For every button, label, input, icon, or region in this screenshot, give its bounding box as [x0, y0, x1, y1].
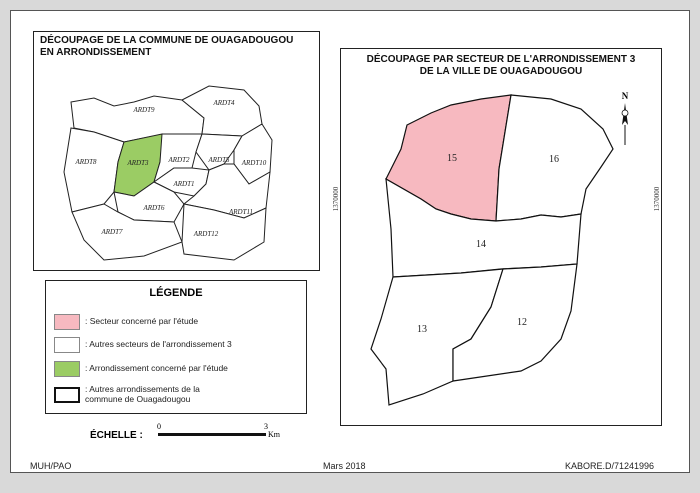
- legend-item-other-arrondissements: [54, 384, 274, 405]
- label-ardt4: ARDT4: [213, 99, 235, 107]
- label-sector-12: 12: [517, 317, 527, 328]
- label-ardt10: ARDT10: [241, 159, 267, 167]
- label-ardt1: ARDT1: [173, 180, 195, 188]
- legend-label: : Arrondissement concerné par l'étude: [85, 363, 228, 373]
- footer-left: MUH/PAO: [30, 461, 72, 471]
- commune-map-title-line2: EN ARRONDISSEMENT: [40, 47, 152, 58]
- legend-item-study-sector: [54, 314, 274, 332]
- label-ardt3: ARDT3: [127, 159, 149, 167]
- legend-item-other-sectors: [54, 337, 274, 355]
- scale-unit: Km: [268, 430, 280, 439]
- label-sector-13: 13: [417, 324, 427, 335]
- legend-label: : Secteur concerné par l'étude: [85, 316, 199, 326]
- legend-title: LÉGENDE: [149, 287, 203, 299]
- legend-swatch-pink: [54, 314, 80, 330]
- commune-map-title-line1: DÉCOUPAGE DE LA COMMUNE DE OUAGADOUGOU: [40, 35, 294, 46]
- scale-bar: [90, 422, 310, 444]
- footer-center: Mars 2018: [323, 461, 366, 471]
- legend-item-study-arrondissement: [54, 361, 274, 379]
- legend-swatch-green: [54, 361, 80, 377]
- label-sector-14: 14: [476, 239, 486, 250]
- coord-right: 1370000: [653, 186, 661, 212]
- coord-left: 1370000: [332, 186, 340, 212]
- commune-map-panel: [33, 31, 320, 271]
- legend-label: : Autres secteurs de l'arrondissement 3: [85, 339, 232, 349]
- north-arrow-icon: [622, 91, 629, 145]
- footer-right: KABORE.D/71241996: [565, 461, 655, 471]
- scale-max: 3: [264, 422, 268, 431]
- label-sector-16: 16: [549, 154, 559, 165]
- sector-map-title-line1: DÉCOUPAGE PAR SECTEUR DE L'ARRONDISSEMENT 3: [366, 54, 636, 65]
- label-ardt9: ARDT9: [133, 106, 155, 114]
- label-ardt7: ARDT7: [101, 228, 123, 236]
- label-ardt11: ARDT11: [229, 208, 253, 216]
- north-label: N: [621, 91, 629, 101]
- scale-label: ÉCHELLE :: [90, 430, 143, 441]
- commune-map: [34, 32, 321, 272]
- label-ardt6: ARDT6: [143, 204, 165, 212]
- legend-label: [85, 384, 200, 404]
- scale-zero: 0: [157, 422, 161, 431]
- legend-label-line1: : Autres arrondissements de la: [85, 384, 200, 394]
- legend-label-line2: commune de Ouagadougou: [85, 394, 191, 404]
- legend-swatch-white-thin: [54, 337, 80, 353]
- label-ardt12: ARDT12: [193, 230, 219, 238]
- label-sector-15: 15: [447, 153, 457, 164]
- label-ardt2: ARDT2: [168, 156, 190, 164]
- legend-panel: [45, 280, 307, 414]
- label-ardt5: ARDT5: [208, 156, 230, 164]
- sector-map-title-line2: DE LA VILLE DE OUAGADOUGOU: [419, 66, 583, 77]
- sector-map-panel: [332, 48, 662, 426]
- sector-map: [332, 49, 663, 427]
- label-ardt8: ARDT8: [75, 158, 97, 166]
- legend-swatch-white-thick: [54, 387, 80, 403]
- scale-line: [158, 433, 266, 436]
